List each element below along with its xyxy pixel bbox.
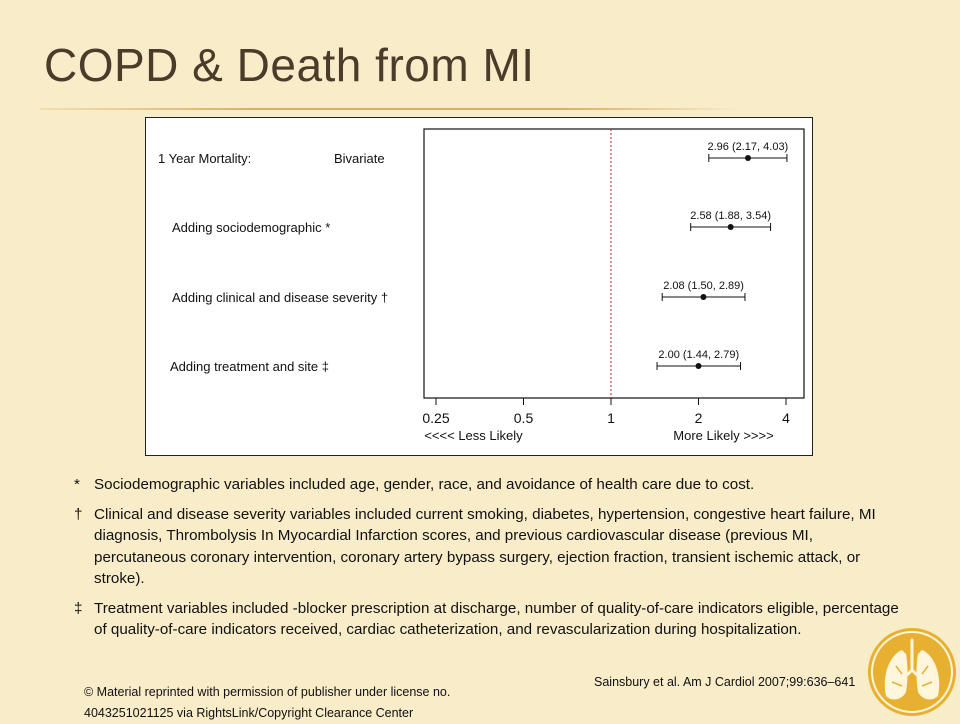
estimate-annotation: 2.96 (2.17, 4.03) — [707, 141, 789, 153]
footnote-text: Clinical and disease severity variables included current smoking, diabetes, hypertension, congestive heart failure, MI diagnosis, Thrombolysis In Myocardial Infarction scores, and previous cardiovascular disease (previous MI, percutaneous coronary intervention, coronary artery bypass surgery, ejection fraction, transient ischemic attack, or stroke). — [94, 505, 876, 587]
copyright-line-2: 4043251021125 via RightsLink/Copyright Clearance Center — [84, 706, 414, 720]
forest-plot-svg — [146, 118, 812, 455]
row-header: 1 Year Mortality: — [158, 151, 252, 166]
estimate-point — [745, 155, 751, 161]
footnote-text: Sociodemographic variables included age, gender, race, and avoidance of health care due to cost. — [94, 476, 755, 493]
row-label: Adding sociodemographic * — [172, 220, 331, 235]
footnotes — [70, 474, 900, 649]
x-tick-label: 0.5 — [513, 410, 534, 426]
title-divider — [40, 108, 740, 110]
forest-plot — [145, 117, 813, 456]
estimate-annotation: 2.08 (1.50, 2.89) — [663, 280, 744, 292]
estimate-annotation: 2.58 (1.88, 3.54) — [690, 210, 772, 222]
lungs-logo-icon — [866, 626, 958, 718]
citation: Sainsbury et al. Am J Cardiol 2007;99:636–641 — [594, 675, 856, 689]
x-tick-label: 0.25 — [422, 410, 450, 426]
copyright-notice — [84, 682, 504, 724]
x-tick-label: 4 — [782, 410, 790, 426]
estimate-point — [700, 294, 706, 300]
row-label: Bivariate — [334, 151, 385, 166]
x-label-more-likely: More Likely >>>> — [673, 428, 774, 443]
x-tick-label: 2 — [694, 410, 703, 426]
footnote-treatment — [70, 598, 900, 641]
footnote-sociodemographic — [70, 474, 900, 496]
footnote-clinical — [70, 504, 900, 590]
x-tick-label: 1 — [607, 410, 615, 426]
estimate-point — [728, 224, 734, 230]
plot-area-border — [424, 129, 804, 398]
footnote-symbol: † — [74, 505, 83, 523]
row-label: Adding clinical and disease severity † — [172, 290, 389, 305]
copyright-line-1: © Material reprinted with permission of publisher under license no. — [84, 685, 451, 699]
footnote-symbol: ‡ — [74, 599, 83, 617]
estimate-annotation: 2.00 (1.44, 2.79) — [658, 349, 740, 361]
slide-title: COPD & Death from MI — [44, 39, 535, 91]
estimate-point — [696, 363, 702, 369]
x-label-less-likely: <<<< Less Likely — [424, 428, 523, 443]
row-label: Adding treatment and site ‡ — [170, 359, 329, 374]
footnote-symbol: * — [74, 476, 80, 493]
footnote-text: Treatment variables included -blocker prescription at discharge, number of quality-of-care indicators eligible, percentage of quality-of-care indicators received, cardiac catheterization, and revascularization during hospitalization. — [94, 599, 899, 638]
